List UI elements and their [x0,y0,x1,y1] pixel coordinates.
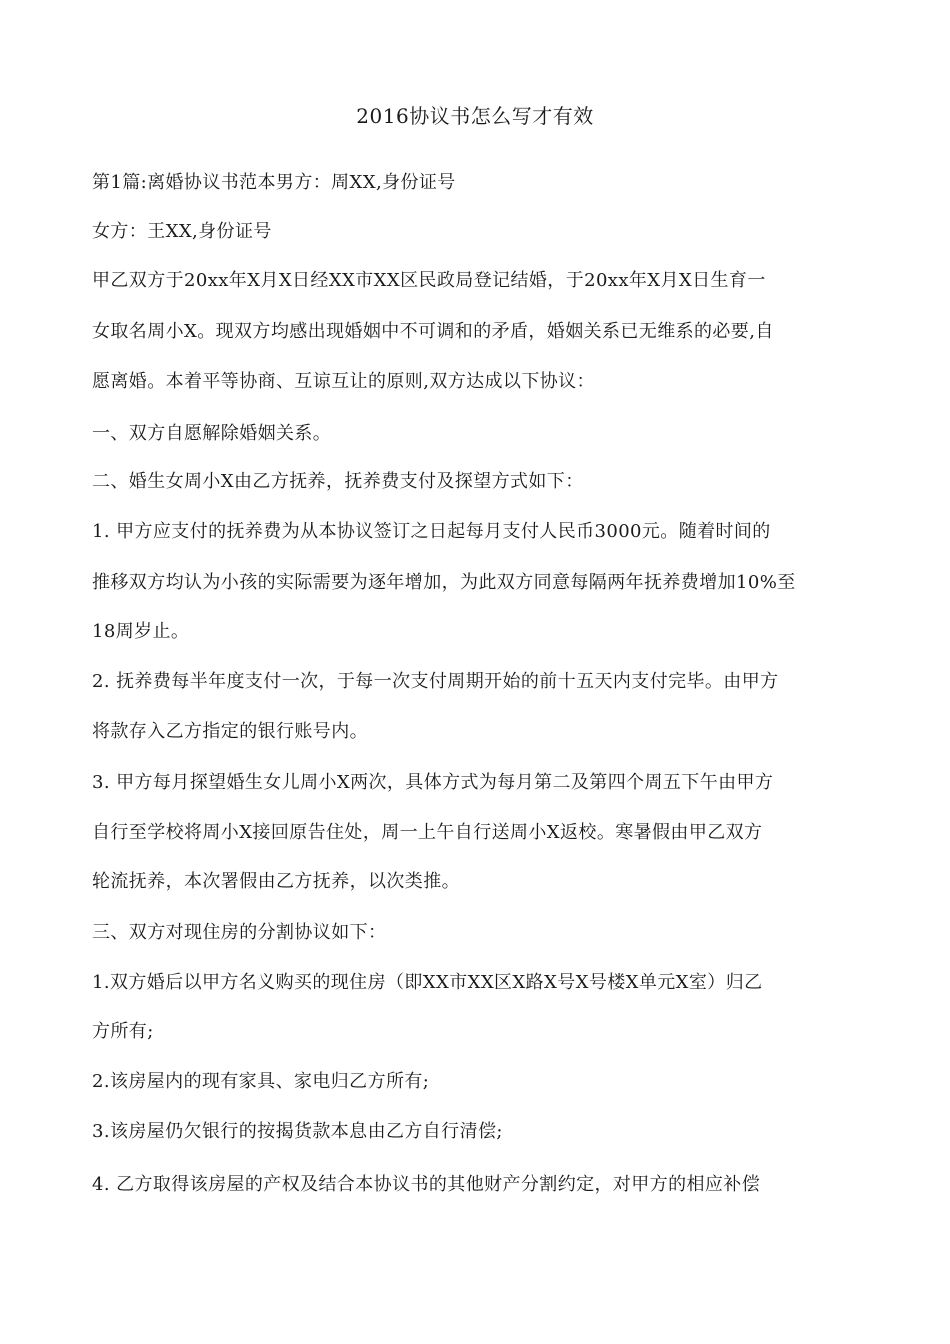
paragraph-line: 愿离婚。本着平等协商、互谅互让的原则,双方达成以下协议： [92,371,595,392]
paragraph-line: 推移双方均认为小孩的实际需要为逐年增加，为此双方同意每隔两年抚养费增加10%至 [92,572,796,593]
paragraph-line: 将款存入乙方指定的银行账号内。 [92,721,368,742]
paragraph-line: 1.双方婚后以甲方名义购买的现住房（即XX市XX区X路X号X号楼X单元X室）归乙 [92,972,763,993]
paragraph-line: 甲乙双方于20xx年X月X日经XX市XX区民政局登记结婚，于20xx年X月X日生育一 [92,270,766,291]
paragraph-line: 2.该房屋内的现有家具、家电归乙方所有; [92,1071,430,1092]
paragraph-line: 方所有; [92,1021,154,1042]
paragraph-line: 二、婚生女周小X由乙方抚养，抚养费支付及探望方式如下： [92,471,584,492]
paragraph-line: 2. 抚养费每半年度支付一次，于每一次支付周期开始的前十五天内支付完毕。由甲方 [92,671,779,692]
paragraph-line: 女取名周小X。现双方均感出现婚姻中不可调和的矛盾，婚姻关系已无维系的必要,自 [92,321,774,342]
paragraph-line: 18周岁止。 [92,621,190,642]
paragraph-line: 4. 乙方取得该房屋的产权及结合本协议书的其他财产分割约定，对甲方的相应补偿 [92,1174,761,1195]
paragraph-line: 三、双方对现住房的分割协议如下： [92,922,387,943]
paragraph-line: 轮流抚养，本次署假由乙方抚养，以次类推。 [92,871,460,892]
paragraph-line: 3.该房屋仍欠银行的按揭货款本息由乙方自行清偿; [92,1121,503,1142]
document-title: 2016协议书怎么写才有效 [356,104,594,128]
paragraph-line: 自行至学校将周小X接回原告住处，周一上午自行送周小X返校。寒暑假由甲乙双方 [92,822,763,843]
paragraph-line: 1. 甲方应支付的抚养费为从本协议签订之日起每月支付人民币3000元。随着时间的 [92,521,771,542]
paragraph-line: 女方：王XX,身份证号 [92,221,272,242]
paragraph-line: 3. 甲方每月探望婚生女儿周小X两次，具体方式为每月第二及第四个周五下午由甲方 [92,772,774,793]
paragraph-line: 一、双方自愿解除婚姻关系。 [92,423,332,444]
paragraph-line: 第1篇:离婚协议书范本男方：周XX,身份证号 [92,172,456,193]
